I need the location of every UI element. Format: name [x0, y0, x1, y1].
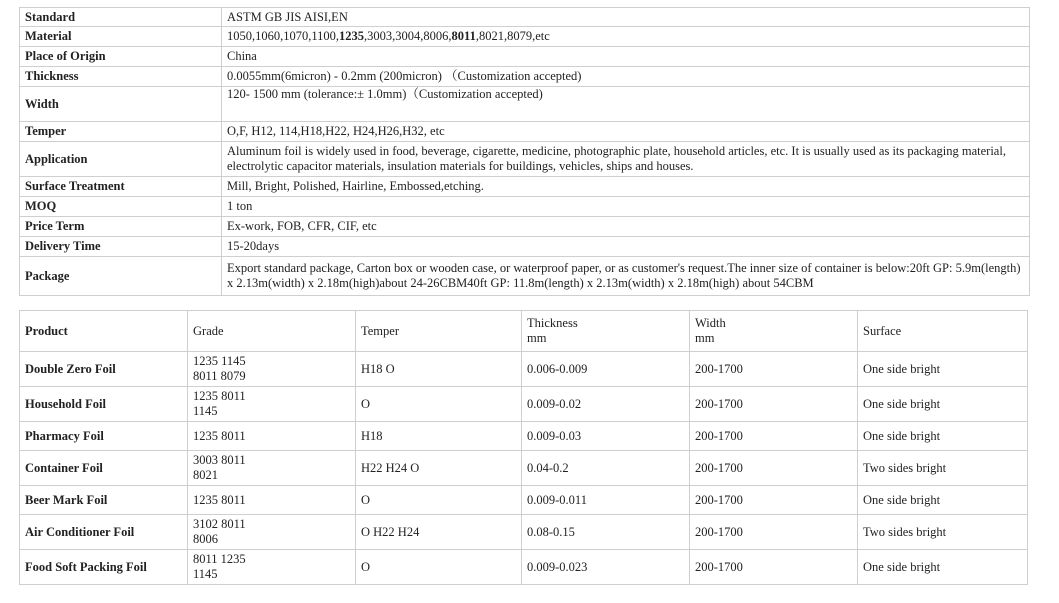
spec-row-price-term: [20, 217, 1030, 237]
material-highlight: 8011: [451, 29, 476, 43]
header-surface: Surface: [858, 311, 1028, 352]
product-temper: H18 O: [356, 352, 522, 387]
table-row: [20, 486, 1028, 515]
product-thickness: 0.006-0.009: [522, 352, 690, 387]
spec-key: Temper: [20, 122, 222, 142]
product-name: Food Soft Packing Foil: [20, 550, 188, 585]
table-row: [20, 387, 1028, 422]
grade-line: 1145: [193, 404, 218, 418]
product-width: 200-1700: [690, 422, 858, 451]
header-temper: Temper: [356, 311, 522, 352]
header-thickness: [522, 311, 690, 352]
header-width-unit: mm: [695, 331, 715, 345]
product-width: 200-1700: [690, 515, 858, 550]
product-surface: One side bright: [858, 387, 1028, 422]
product-width: 200-1700: [690, 352, 858, 387]
product-thickness: 0.009-0.03: [522, 422, 690, 451]
product-width: 200-1700: [690, 451, 858, 486]
product-grade: [188, 451, 356, 486]
product-thickness: 0.04-0.2: [522, 451, 690, 486]
product-temper: H22 H24 O: [356, 451, 522, 486]
spec-value: Mill, Bright, Polished, Hairline, Embossed,etching.: [222, 177, 1030, 197]
product-temper: O: [356, 486, 522, 515]
product-surface: One side bright: [858, 422, 1028, 451]
material-text: ,8021,8079,etc: [475, 29, 550, 43]
spec-value: 120- 1500 mm (tolerance:± 1.0mm)（Customization accepted): [222, 87, 1030, 122]
grade-line: 1235 8011: [193, 428, 246, 443]
spec-key: Width: [20, 87, 222, 122]
product-thickness: 0.08-0.15: [522, 515, 690, 550]
spec-key: MOQ: [20, 197, 222, 217]
spec-row-origin: [20, 47, 1030, 67]
product-grade: [188, 486, 356, 515]
spec-value: 0.0055mm(6micron) - 0.2mm (200micron) （Customization accepted): [222, 67, 1030, 87]
header-grade: Grade: [188, 311, 356, 352]
material-text: 1050,1060,1070,1100,: [227, 29, 340, 43]
spec-row-material: [20, 27, 1030, 47]
spec-value: 15-20days: [222, 237, 1030, 257]
spec-row-thickness: [20, 67, 1030, 87]
spec-row-application: [20, 142, 1030, 177]
product-name: Beer Mark Foil: [20, 486, 188, 515]
product-grade: [188, 352, 356, 387]
spec-key: Delivery Time: [20, 237, 222, 257]
grade-line: 1235 8011: [193, 389, 246, 403]
spec-row-width: [20, 87, 1030, 122]
product-name: Household Foil: [20, 387, 188, 422]
spec-key: Thickness: [20, 67, 222, 87]
grade-line: 1235 1145: [193, 354, 246, 368]
grade-line: 8006: [193, 532, 218, 546]
spec-key: Application: [20, 142, 222, 177]
grade-line: 1145: [193, 567, 218, 581]
product-name: Double Zero Foil: [20, 352, 188, 387]
table-row: [20, 550, 1028, 585]
spec-key: Price Term: [20, 217, 222, 237]
product-header-row: [20, 311, 1028, 352]
spec-row-moq: [20, 197, 1030, 217]
product-thickness: 0.009-0.023: [522, 550, 690, 585]
spec-row-surface: [20, 177, 1030, 197]
specification-table: [19, 7, 1030, 296]
spec-value: 1 ton: [222, 197, 1030, 217]
grade-line: 8011 1235: [193, 552, 246, 566]
spec-key: Place of Origin: [20, 47, 222, 67]
header-thickness-unit: mm: [527, 331, 547, 345]
spec-value-material: [222, 27, 1030, 47]
header-thickness-label: Thickness: [527, 316, 578, 330]
table-row: [20, 422, 1028, 451]
product-temper: O: [356, 550, 522, 585]
spec-value: Aluminum foil is widely used in food, beverage, cigarette, medicine, photographic plate, household articles, etc. It is usually used as its packaging material, electrolytic capacitor materials, insulation materials for buildings, vehicles, ships and houses.: [222, 142, 1030, 177]
product-temper: O H22 H24: [356, 515, 522, 550]
spec-row-delivery: [20, 237, 1030, 257]
spec-row-temper: [20, 122, 1030, 142]
product-surface: One side bright: [858, 352, 1028, 387]
spec-value: ASTM GB JIS AISI,EN: [222, 8, 1030, 27]
spec-value: China: [222, 47, 1030, 67]
spec-key: Surface Treatment: [20, 177, 222, 197]
spec-key: Material: [20, 27, 222, 47]
grade-line: 3102 8011: [193, 517, 246, 531]
grade-line: 3003 8011: [193, 453, 246, 467]
header-product: Product: [20, 311, 188, 352]
spec-value: O,F, H12, 114,H18,H22, H24,H26,H32, etc: [222, 122, 1030, 142]
product-table: [19, 310, 1028, 585]
product-grade: [188, 422, 356, 451]
header-width: [690, 311, 858, 352]
product-name: Container Foil: [20, 451, 188, 486]
product-name: Air Conditioner Foil: [20, 515, 188, 550]
grade-line: 8011 8079: [193, 369, 246, 383]
product-width: 200-1700: [690, 550, 858, 585]
product-thickness: 0.009-0.02: [522, 387, 690, 422]
table-row: [20, 451, 1028, 486]
product-surface: Two sides bright: [858, 451, 1028, 486]
product-thickness: 0.009-0.011: [522, 486, 690, 515]
spec-key: Package: [20, 257, 222, 296]
product-name: Pharmacy Foil: [20, 422, 188, 451]
product-surface: One side bright: [858, 486, 1028, 515]
product-width: 200-1700: [690, 387, 858, 422]
product-surface: One side bright: [858, 550, 1028, 585]
spec-key: Standard: [20, 8, 222, 27]
spec-row-standard: [20, 8, 1030, 27]
product-temper: H18: [356, 422, 522, 451]
product-grade: [188, 387, 356, 422]
product-grade: [188, 550, 356, 585]
material-highlight: 1235: [339, 29, 365, 43]
table-row: [20, 515, 1028, 550]
grade-line: 1235 8011: [193, 492, 246, 507]
spec-value: Ex-work, FOB, CFR, CIF, etc: [222, 217, 1030, 237]
spec-row-package: [20, 257, 1030, 296]
material-text: ,3003,3004,8006,: [364, 29, 452, 43]
product-temper: O: [356, 387, 522, 422]
header-width-label: Width: [695, 316, 726, 330]
product-width: 200-1700: [690, 486, 858, 515]
table-row: [20, 352, 1028, 387]
spec-value: Export standard package, Carton box or wooden case, or waterproof paper, or as customer's request.The inner size of container is below:20ft GP: 5.9m(length) x 2.13m(width) x 2.18m(high)about 24-26CBM40ft GP: 11.8m(length) x 2.13m(width) x 2.18m(high) about 54CBM: [222, 257, 1030, 296]
grade-line: 8021: [193, 468, 218, 482]
product-grade: [188, 515, 356, 550]
product-surface: Two sides bright: [858, 515, 1028, 550]
